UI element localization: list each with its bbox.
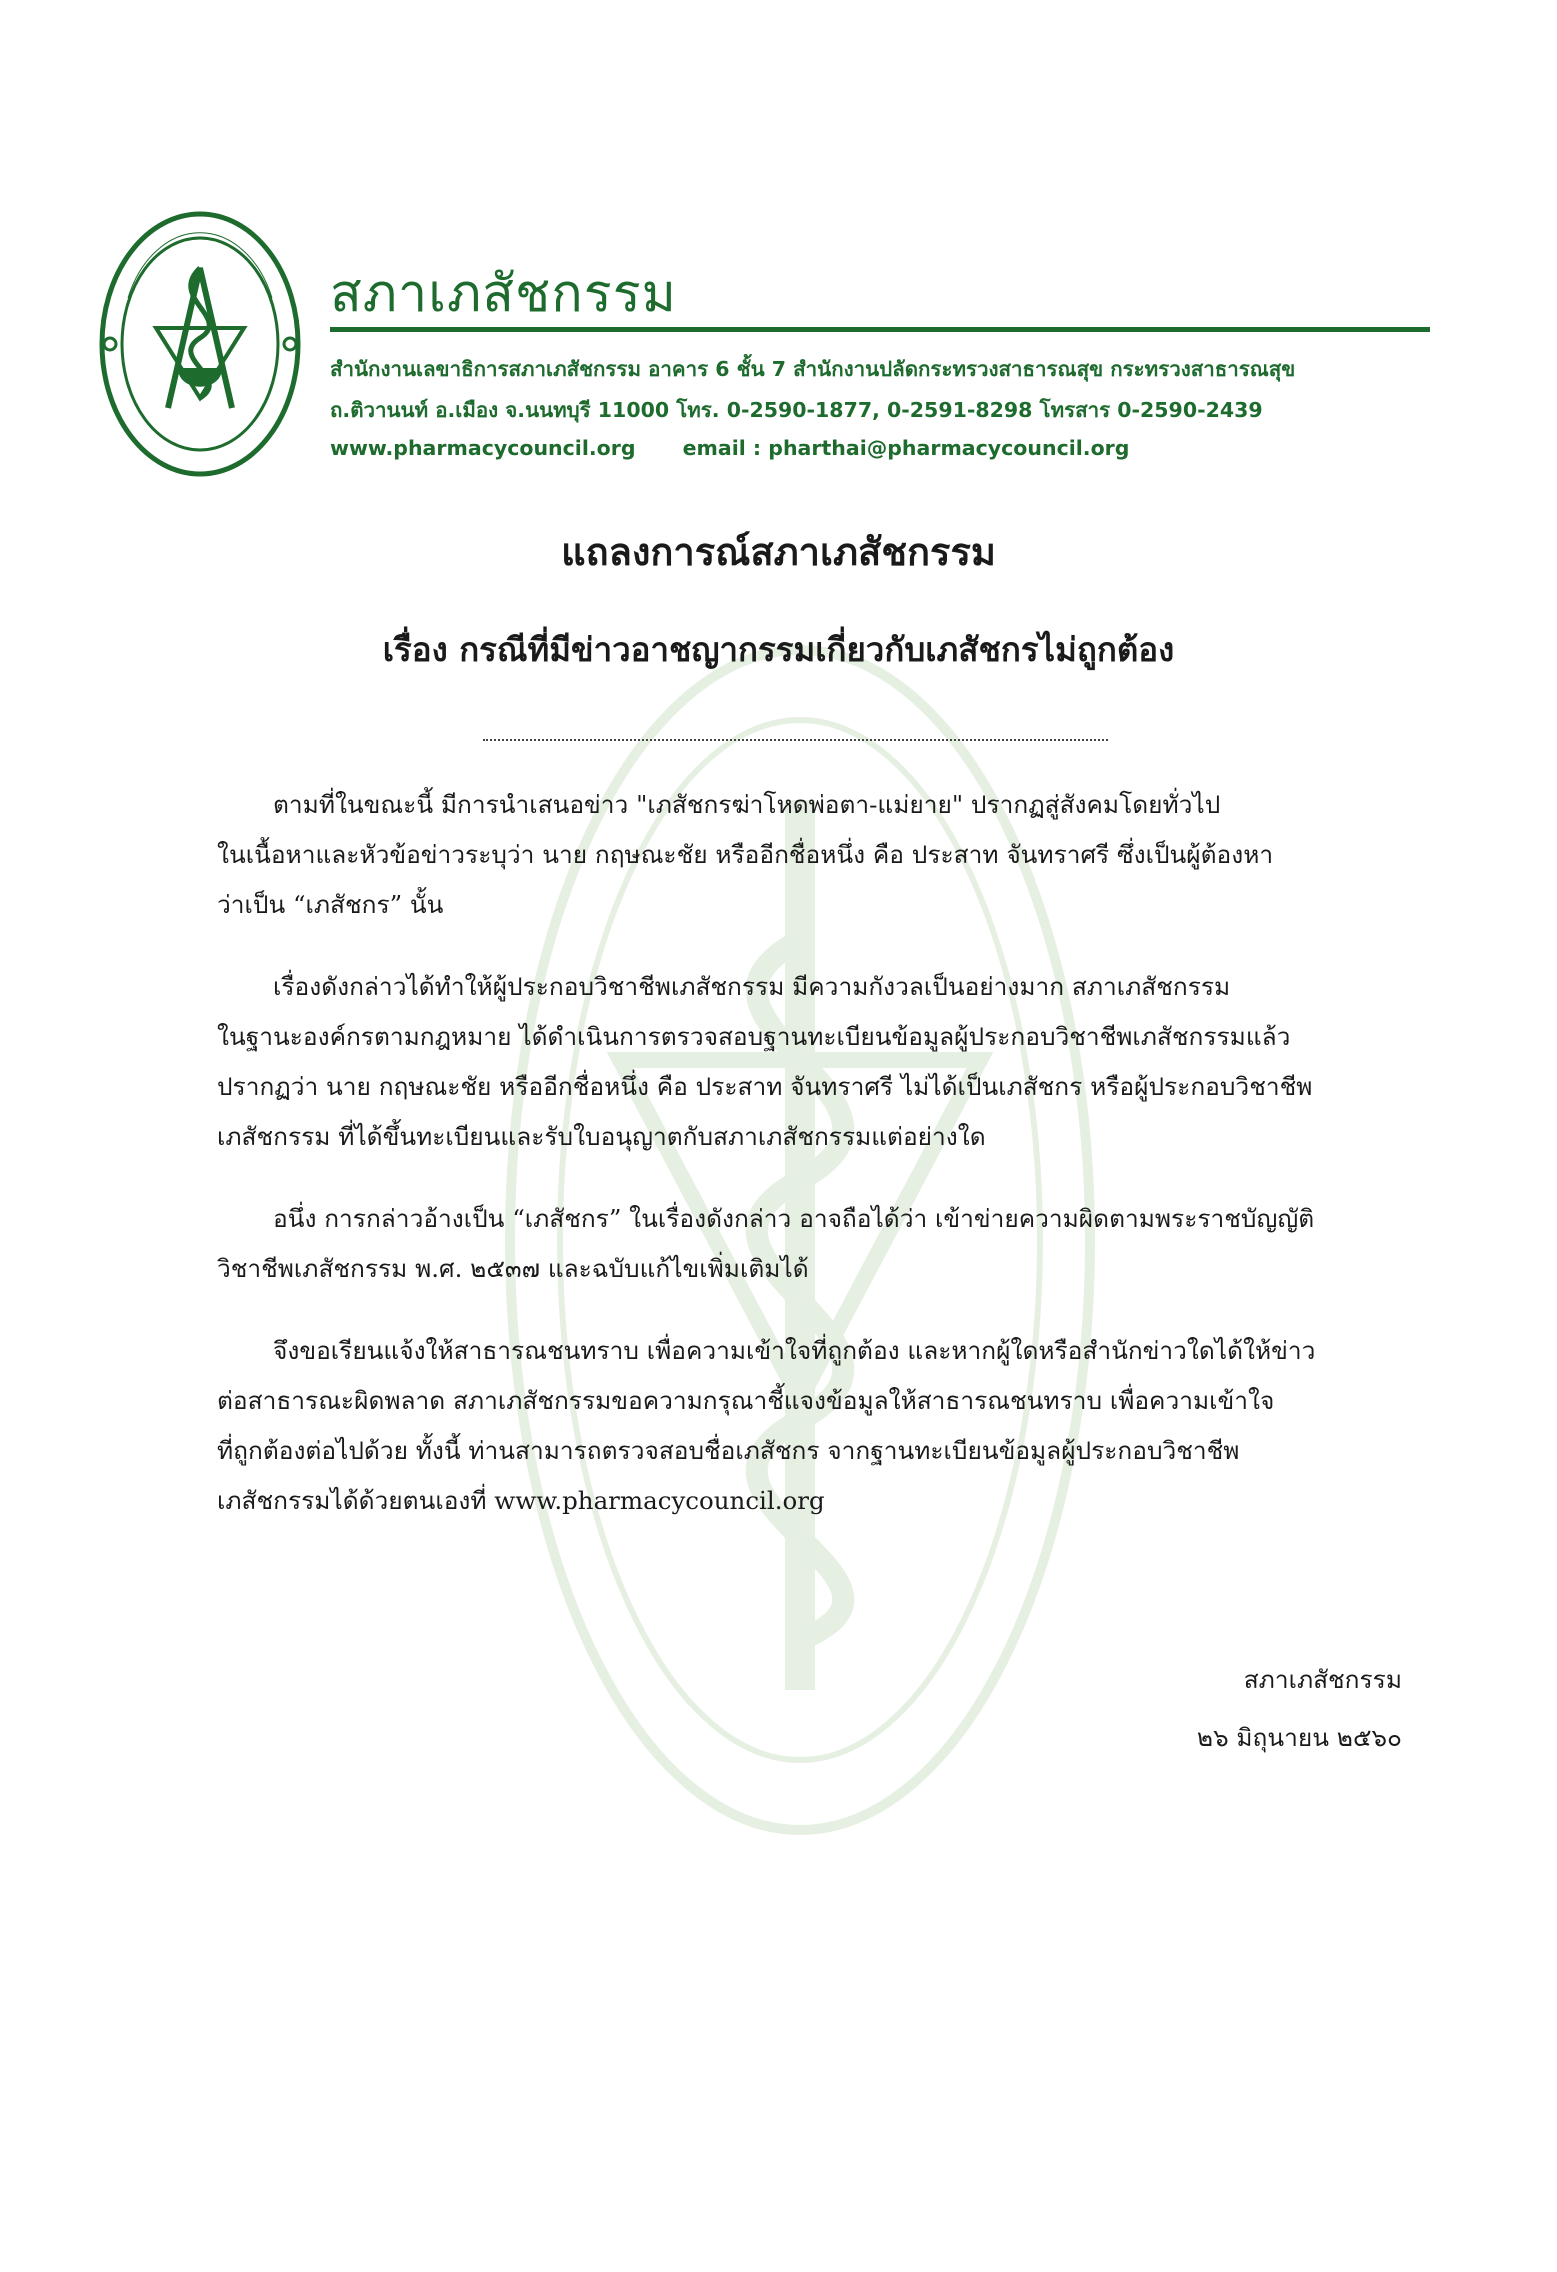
paragraph-line: ในเนื้อหาและหัวข้อข่าวระบุว่า นาย กฤษณะชัย หรืออีกชื่อหนึ่ง คือ ประสาท จันทราศรี ซึ่งเป็นผู้ต้องหา xyxy=(217,840,1274,869)
paragraph-line: ที่ถูกต้องต่อไปด้วย ทั้งนี้ ท่านสามารถตรวจสอบชื่อเภสัชกร จากฐานทะเบียนข้อมูลผู้ประกอบวิชาชีพ xyxy=(217,1436,1240,1465)
paragraph-line: อนึ่ง การกล่าวอ้างเป็น “เภสัชกร” ในเรื่องดังกล่าว อาจถือได้ว่า เข้าข่ายความผิดตามพระราชบัญญัติ xyxy=(273,1204,1315,1233)
paragraph-line: ปรากฏว่า นาย กฤษณะชัย หรืออีกชื่อหนึ่ง คือ ประสาท จันทราศรี ไม่ได้เป็นเภสัชกร หรือผู้ประกอบวิชาชีพ xyxy=(217,1072,1313,1101)
paragraph-line: ตามที่ในขณะนี้ มีการนำเสนอข่าว "เภสัชกรฆ่าโหดพ่อตา-แม่ยาย" ปรากฏสู่สังคมโดยทั่วไป xyxy=(273,790,1221,819)
address-line-1: สำนักงานเลขาธิการสภาเภสัชกรรม อาคาร 6 ชั้น 7 สำนักงานปลัดกระทรวงสาธารณสุข กระทรวงสาธารณสุข xyxy=(330,357,1296,381)
address-line-2: ถ.ติวานนท์ อ.เมือง จ.นนทบุรี 11000 โทร. 0-2590-1877, 0-2591-8298 โทรสาร 0-2590-2439 xyxy=(330,398,1263,422)
document-body xyxy=(217,780,1402,1558)
paragraph-line: ต่อสาธารณะผิดพลาด สภาเภสัชกรรมขอความกรุณาชี้แจงข้อมูลให้สาธารณชนทราบ เพื่อความเข้าใจ xyxy=(217,1386,1275,1415)
paragraph xyxy=(217,780,1402,930)
paragraph-line: จึงขอเรียนแจ้งให้สาธารณชนทราบ เพื่อความเข้าใจที่ถูกต้อง และหากผู้ใดหรือสำนักข่าวใดได้ให้ข่าว xyxy=(273,1336,1316,1365)
paragraph xyxy=(217,962,1402,1162)
website-link[interactable]: www.pharmacycouncil.org xyxy=(330,436,636,460)
contact-line xyxy=(330,438,1450,459)
paragraph-line: เรื่องดังกล่าวได้ทำให้ผู้ประกอบวิชาชีพเภสัชกรรม มีความกังวลเป็นอย่างมาก สภาเภสัชกรรม xyxy=(273,972,1231,1001)
dotted-divider xyxy=(483,739,1108,741)
document-title: แถลงการณ์สภาเภสัชกรรม xyxy=(561,530,996,574)
document-subject: เรื่อง กรณีที่มีข่าวอาชญากรรมเกี่ยวกับเภสัชกรไม่ถูกต้อง xyxy=(382,630,1175,669)
signature-org: สภาเภสัชกรรม xyxy=(1243,1665,1402,1694)
header-divider xyxy=(330,327,1430,332)
org-name-heading: สภาเภสัชกรรม xyxy=(330,264,677,324)
signature-date: ๒๖ มิถุนายน ๒๕๖๐ xyxy=(1196,1723,1402,1752)
paragraph xyxy=(217,1194,1402,1294)
paragraph-line: เภสัชกรรม ที่ได้ขึ้นทะเบียนและรับใบอนุญาตกับสภาเภสัชกรรมแต่อย่างใด xyxy=(217,1122,986,1151)
paragraph-line: วิชาชีพเภสัชกรรม พ.ศ. ๒๕๓๗ และฉบับแก้ไขเพิ่มเติมได้ xyxy=(217,1254,809,1283)
pharmacy-council-logo-icon xyxy=(98,208,303,480)
email-link[interactable]: email : pharthai@pharmacycouncil.org xyxy=(682,436,1130,460)
paragraph-line: ในฐานะองค์กรตามกฎหมาย ได้ดำเนินการตรวจสอบฐานทะเบียนข้อมูลผู้ประกอบวิชาชีพเภสัชกรรมแล้ว xyxy=(217,1022,1291,1051)
paragraph-line: เภสัชกรรมได้ด้วยตนเองที่ www.pharmacycouncil.org xyxy=(217,1486,825,1515)
paragraph-line: ว่าเป็น “เภสัชกร” นั้น xyxy=(217,890,444,919)
paragraph xyxy=(217,1326,1402,1526)
